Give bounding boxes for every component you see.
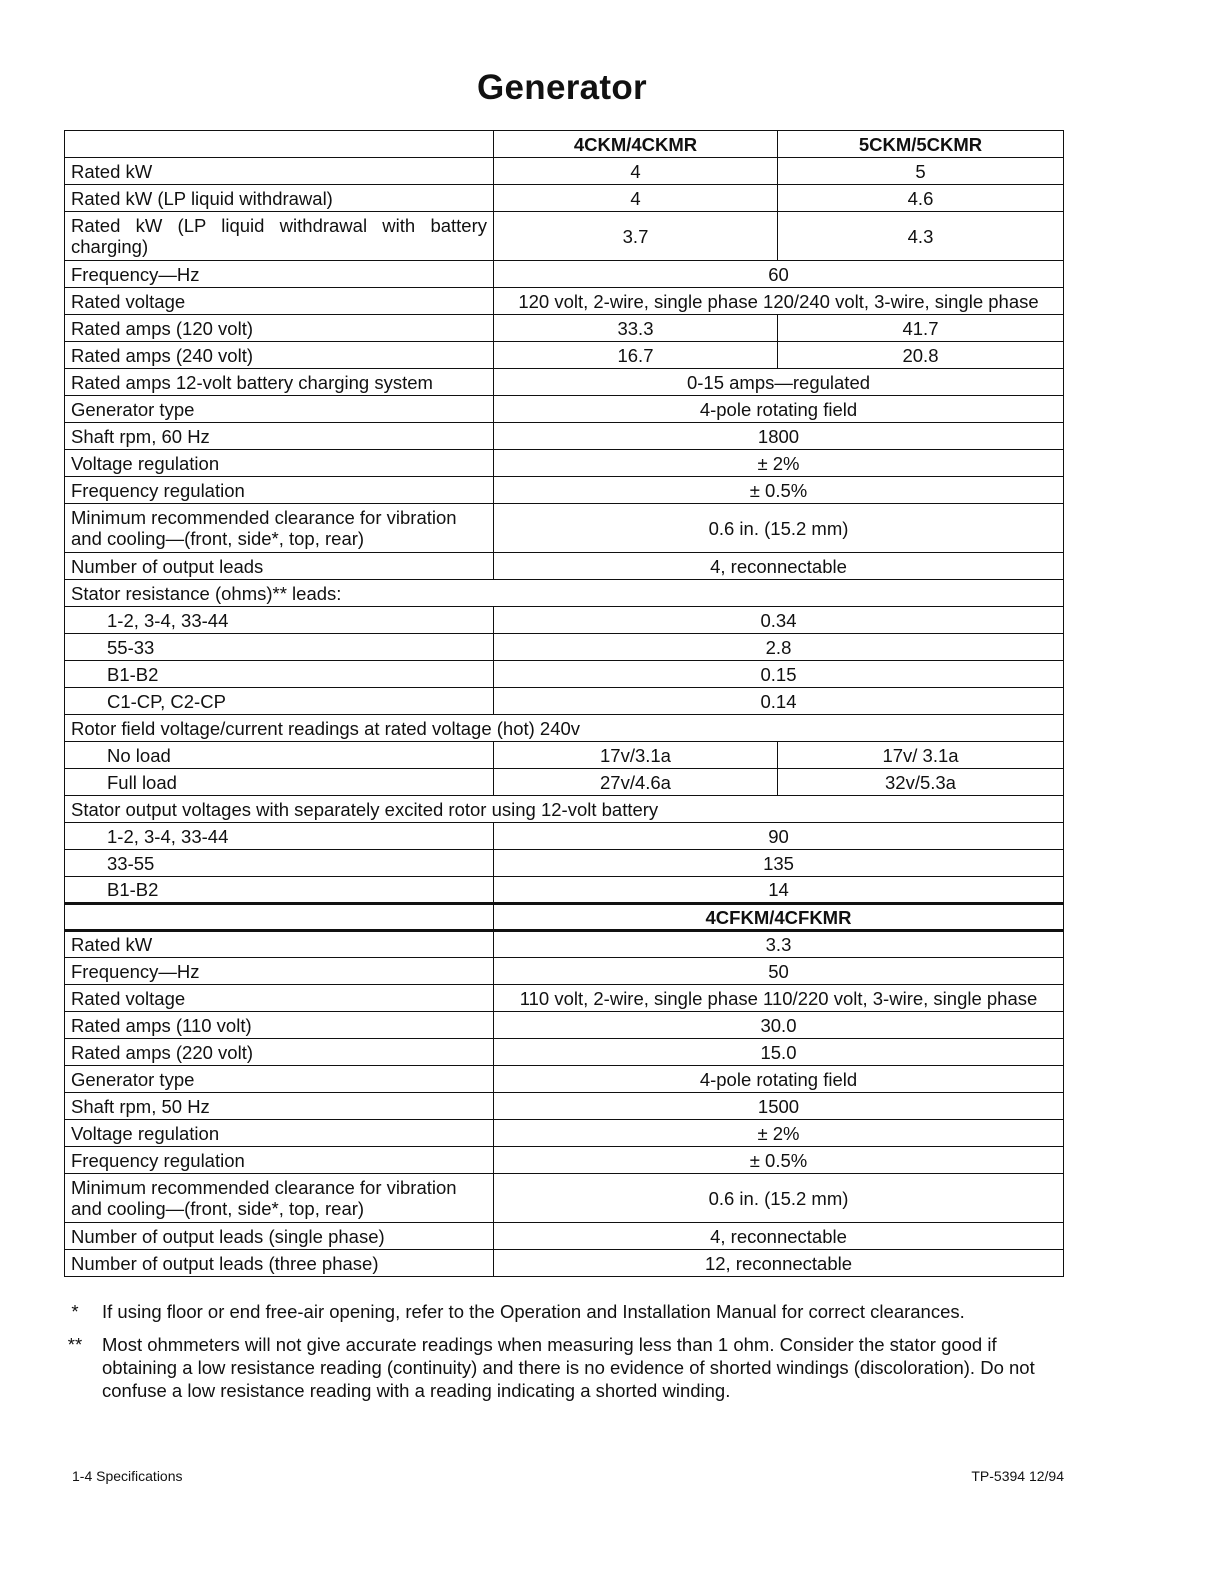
page-title: Generator bbox=[477, 68, 647, 107]
table-row bbox=[65, 423, 1064, 450]
row-value: ± 2% bbox=[494, 1120, 1064, 1147]
row-label: Rated kW (LP liquid withdrawal with battery charging) bbox=[65, 212, 494, 261]
row-label: 1-2, 3-4, 33-44 bbox=[65, 823, 494, 850]
row-value: 135 bbox=[494, 850, 1064, 877]
footnote-text: Most ohmmeters will not give accurate readings when measuring less than 1 ohm. Consider the stator good if obtaining a low resistance reading (continuity) and there is no evidence of shorted windings (discoloration). Do not confuse a low resistance reading with a reading indicating a shorted winding. bbox=[102, 1334, 1035, 1401]
table-row bbox=[65, 1120, 1064, 1147]
table-row bbox=[65, 369, 1064, 396]
row-label: Full load bbox=[65, 769, 494, 796]
table-row bbox=[65, 185, 1064, 212]
row-label: Frequency—Hz bbox=[65, 261, 494, 288]
table-row bbox=[65, 634, 1064, 661]
row-value: 60 bbox=[494, 261, 1064, 288]
footnote-mark: ** bbox=[67, 1334, 83, 1355]
row-value: 4, reconnectable bbox=[494, 553, 1064, 580]
table-row bbox=[65, 958, 1064, 985]
row-value: 4, reconnectable bbox=[494, 1223, 1064, 1250]
row-value: 27v/4.6a bbox=[494, 769, 778, 796]
model-header-4ckm: 4CKM/4CKMR bbox=[494, 131, 778, 158]
table-row bbox=[65, 607, 1064, 634]
row-label: Frequency regulation bbox=[65, 1147, 494, 1174]
section-row bbox=[65, 796, 1064, 823]
row-value: 2.8 bbox=[494, 634, 1064, 661]
table-row bbox=[65, 288, 1064, 315]
model-header-4cfkm: 4CFKM/4CFKMR bbox=[494, 904, 1064, 931]
row-label: Rated amps (120 volt) bbox=[65, 315, 494, 342]
row-value: 32v/5.3a bbox=[778, 769, 1064, 796]
table-row bbox=[65, 477, 1064, 504]
footnote-double-asterisk bbox=[60, 1333, 1040, 1402]
section-label: Stator output voltages with separately excited rotor using 12-volt battery bbox=[65, 796, 1064, 823]
row-value: 30.0 bbox=[494, 1012, 1064, 1039]
row-label: Rated amps (110 volt) bbox=[65, 1012, 494, 1039]
row-value: 90 bbox=[494, 823, 1064, 850]
table-row bbox=[65, 931, 1064, 958]
row-value: 15.0 bbox=[494, 1039, 1064, 1066]
row-label: Rated amps 12-volt battery charging system bbox=[65, 369, 494, 396]
footer-page-section: 1-4 Specifications bbox=[72, 1468, 183, 1484]
table-row bbox=[65, 661, 1064, 688]
row-value: ± 0.5% bbox=[494, 477, 1064, 504]
table-row bbox=[65, 1066, 1064, 1093]
table-row bbox=[65, 985, 1064, 1012]
row-label: B1-B2 bbox=[65, 661, 494, 688]
row-label: Number of output leads (single phase) bbox=[65, 1223, 494, 1250]
table-row bbox=[65, 504, 1064, 553]
row-value: 0.34 bbox=[494, 607, 1064, 634]
row-value: 16.7 bbox=[494, 342, 778, 369]
table-row bbox=[65, 158, 1064, 185]
row-label: Number of output leads bbox=[65, 553, 494, 580]
footnote-mark: * bbox=[71, 1301, 79, 1322]
table-row bbox=[65, 769, 1064, 796]
row-label: Frequency regulation bbox=[65, 477, 494, 504]
table-row bbox=[65, 1147, 1064, 1174]
row-value: 33.3 bbox=[494, 315, 778, 342]
row-label: Shaft rpm, 50 Hz bbox=[65, 1093, 494, 1120]
header-blank-cell bbox=[65, 904, 494, 931]
generator-spec-table bbox=[64, 130, 1064, 1277]
row-value: ± 0.5% bbox=[494, 1147, 1064, 1174]
row-value: 4-pole rotating field bbox=[494, 396, 1064, 423]
table-row bbox=[65, 688, 1064, 715]
table-row bbox=[65, 396, 1064, 423]
row-label: Rated amps (220 volt) bbox=[65, 1039, 494, 1066]
table-row bbox=[65, 1250, 1064, 1277]
row-value: 0.15 bbox=[494, 661, 1064, 688]
row-value: 4-pole rotating field bbox=[494, 1066, 1064, 1093]
row-label: Rated voltage bbox=[65, 985, 494, 1012]
row-value: 14 bbox=[494, 877, 1064, 904]
table-row bbox=[65, 212, 1064, 261]
row-label: C1-CP, C2-CP bbox=[65, 688, 494, 715]
row-label: Rated kW bbox=[65, 158, 494, 185]
row-label: Generator type bbox=[65, 1066, 494, 1093]
table-row bbox=[65, 850, 1064, 877]
row-label: Minimum recommended clearance for vibration and cooling—(front, side*, top, rear) bbox=[65, 504, 494, 553]
table-row bbox=[65, 823, 1064, 850]
row-label: Rated kW (LP liquid withdrawal) bbox=[65, 185, 494, 212]
footnote-single-asterisk bbox=[60, 1300, 1040, 1323]
row-value: 120 volt, 2-wire, single phase 120/240 volt, 3-wire, single phase bbox=[494, 288, 1064, 315]
row-value: 50 bbox=[494, 958, 1064, 985]
row-value: 12, reconnectable bbox=[494, 1250, 1064, 1277]
row-label: 1-2, 3-4, 33-44 bbox=[65, 607, 494, 634]
row-value: 20.8 bbox=[778, 342, 1064, 369]
row-value: 1800 bbox=[494, 423, 1064, 450]
row-value: ± 2% bbox=[494, 450, 1064, 477]
table-header-row bbox=[65, 904, 1064, 931]
row-value: 4.3 bbox=[778, 212, 1064, 261]
table-row bbox=[65, 1012, 1064, 1039]
section-row bbox=[65, 715, 1064, 742]
table-row bbox=[65, 1174, 1064, 1223]
row-label: 33-55 bbox=[65, 850, 494, 877]
row-label: Generator type bbox=[65, 396, 494, 423]
table-row bbox=[65, 315, 1064, 342]
table-row bbox=[65, 1223, 1064, 1250]
row-label: Rated voltage bbox=[65, 288, 494, 315]
row-label: Rated kW bbox=[65, 931, 494, 958]
row-label: Voltage regulation bbox=[65, 450, 494, 477]
row-label: B1-B2 bbox=[65, 877, 494, 904]
row-value: 17v/ 3.1a bbox=[778, 742, 1064, 769]
row-label: No load bbox=[65, 742, 494, 769]
row-value: 0.14 bbox=[494, 688, 1064, 715]
row-label: Rated amps (240 volt) bbox=[65, 342, 494, 369]
footnotes bbox=[60, 1300, 1040, 1412]
section-row bbox=[65, 580, 1064, 607]
row-label: Frequency—Hz bbox=[65, 958, 494, 985]
table-row bbox=[65, 342, 1064, 369]
row-value: 4 bbox=[494, 185, 778, 212]
row-label: Number of output leads (three phase) bbox=[65, 1250, 494, 1277]
row-value: 0.6 in. (15.2 mm) bbox=[494, 504, 1064, 553]
table-row bbox=[65, 742, 1064, 769]
table-row bbox=[65, 1093, 1064, 1120]
section-label: Stator resistance (ohms)** leads: bbox=[65, 580, 1064, 607]
table-row bbox=[65, 553, 1064, 580]
row-value: 3.3 bbox=[494, 931, 1064, 958]
row-label: Voltage regulation bbox=[65, 1120, 494, 1147]
row-value: 0-15 amps—regulated bbox=[494, 369, 1064, 396]
section-label: Rotor field voltage/current readings at rated voltage (hot) 240v bbox=[65, 715, 1064, 742]
footer-doc-id: TP-5394 12/94 bbox=[971, 1468, 1064, 1484]
table-row bbox=[65, 261, 1064, 288]
row-value: 4.6 bbox=[778, 185, 1064, 212]
footnote-text: If using floor or end free-air opening, refer to the Operation and Installation Manual for correct clearances. bbox=[102, 1301, 965, 1322]
row-value: 17v/3.1a bbox=[494, 742, 778, 769]
model-header-5ckm: 5CKM/5CKMR bbox=[778, 131, 1064, 158]
header-blank-cell bbox=[65, 131, 494, 158]
table-header-row bbox=[65, 131, 1064, 158]
row-label: Shaft rpm, 60 Hz bbox=[65, 423, 494, 450]
row-value: 41.7 bbox=[778, 315, 1064, 342]
table-row bbox=[65, 450, 1064, 477]
row-label: Minimum recommended clearance for vibration and cooling—(front, side*, top, rear) bbox=[65, 1174, 494, 1223]
row-label: 55-33 bbox=[65, 634, 494, 661]
row-value: 3.7 bbox=[494, 212, 778, 261]
row-value: 1500 bbox=[494, 1093, 1064, 1120]
row-value: 5 bbox=[778, 158, 1064, 185]
table-row bbox=[65, 1039, 1064, 1066]
row-value: 110 volt, 2-wire, single phase 110/220 volt, 3-wire, single phase bbox=[494, 985, 1064, 1012]
row-value: 0.6 in. (15.2 mm) bbox=[494, 1174, 1064, 1223]
table-row bbox=[65, 877, 1064, 904]
row-value: 4 bbox=[494, 158, 778, 185]
